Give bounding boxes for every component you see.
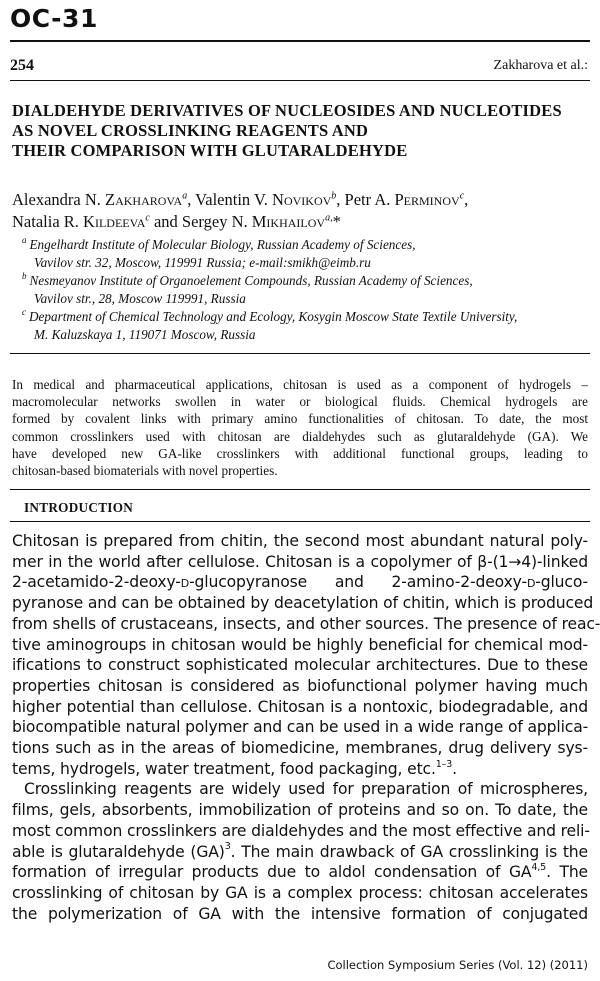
affiliation-text: Vavilov str., 28, Moscow 119991, Russia bbox=[34, 291, 246, 306]
body-line: films, gels, absorbents, immobilization of proteins and so on. To date, the bbox=[12, 801, 588, 820]
affiliation-mark: a bbox=[182, 190, 188, 202]
section-heading: INTRODUCTION bbox=[24, 500, 134, 515]
affiliation-line bbox=[22, 254, 592, 272]
author-first-name: Petr A. bbox=[344, 190, 395, 209]
text-run: -glucopyranose and 2-amino-2-deoxy- bbox=[189, 573, 527, 592]
author-separator: , bbox=[187, 190, 196, 209]
body-line: Crosslinking reagents are widely used for preparation of microspheres, bbox=[24, 780, 588, 799]
body-line bbox=[12, 862, 588, 883]
author-separator: , bbox=[464, 190, 469, 209]
affiliation-line bbox=[22, 290, 592, 308]
abstract-line: formed by covalent links with primary amino functionalities of chitosan. To date, the most bbox=[12, 411, 588, 427]
author-surname: Zakharova bbox=[105, 190, 183, 209]
affiliation-mark: b bbox=[22, 270, 27, 281]
body-line: properties chitosan is considered as biofunctional polymer having much bbox=[12, 676, 588, 695]
affiliation-text: Engelhardt Institute of Molecular Biology, Russian Academy of Sciences, bbox=[29, 237, 416, 252]
body-line: pyranose and can be obtained by deacetylation of chitin, which is produced bbox=[12, 594, 594, 613]
body-line: tions such as in the areas of biomedicine, membranes, drug delivery sys- bbox=[12, 739, 588, 758]
author-first-name: Sergey N. bbox=[181, 212, 252, 231]
body-line: crosslinking of chitosan by GA is a complex process: chitosan accelerates bbox=[12, 883, 588, 902]
body-line bbox=[12, 759, 588, 780]
author-first-name: Valentin V. bbox=[195, 190, 273, 209]
author-line bbox=[12, 189, 590, 211]
author-separator: and bbox=[149, 212, 182, 231]
body-line: biocompatible natural polymer and can be used in a wide range of applica- bbox=[12, 718, 589, 737]
abstract-line: macromolecular networks swollen in water or biological fluids. Chemical hydrogels are bbox=[12, 394, 588, 410]
body-line: ifications to construct sophisticated molecular architectures. Due to these bbox=[12, 656, 588, 675]
affiliation-line bbox=[22, 272, 592, 290]
body-line: the polymerization of GA with the intensive formation of conjugated bbox=[12, 904, 588, 923]
affiliations bbox=[22, 236, 592, 344]
title-line: AS NOVEL CROSSLINKING REAGENTS AND bbox=[12, 121, 369, 140]
author-list bbox=[12, 189, 590, 233]
body-line: tive aminogroups in chitosan would be highly beneficial for chemical mod- bbox=[12, 635, 588, 654]
small-caps-d: d bbox=[180, 573, 190, 592]
citation: 3 bbox=[224, 841, 231, 853]
affiliation-text: Vavilov str. 32, Moscow, 119991 Russia; e-mail:smikh@eimb.ru bbox=[34, 255, 371, 270]
author-separator: , bbox=[336, 190, 345, 209]
abstract bbox=[12, 376, 588, 479]
affiliation-mark: a bbox=[22, 234, 27, 245]
footer-journal: Collection Symposium Series (Vol. 12) (2011) bbox=[327, 958, 588, 972]
small-caps-d: d bbox=[526, 573, 536, 592]
title-line: THEIR COMPARISON WITH GLUTARALDEHYDE bbox=[12, 141, 408, 160]
section-rule bbox=[10, 521, 590, 522]
abstract-line: common crosslinkers used with chitosan are dialdehydes such as glutaraldehyde (GA). We bbox=[12, 428, 588, 444]
top-rule bbox=[10, 40, 590, 42]
text-run: . The main drawback of GA crosslinking is the bbox=[230, 842, 588, 861]
abstract-bottom-rule bbox=[10, 489, 590, 490]
affiliation-mark: c bbox=[145, 212, 150, 224]
affiliation-mark: c bbox=[459, 190, 465, 202]
paper-title bbox=[12, 101, 588, 161]
affiliation-mark: b bbox=[331, 190, 337, 202]
body-line bbox=[12, 572, 588, 593]
affiliation-line bbox=[22, 308, 592, 326]
title-line: DIALDEHYDE DERIVATIVES OF NUCLEOSIDES AND NUCLEOTIDES bbox=[12, 101, 562, 120]
text-run: tems, hydrogels, water treatment, food packaging, etc. bbox=[12, 759, 436, 778]
running-head: Zakharova et al.: bbox=[493, 58, 588, 73]
page-number: 254 bbox=[10, 57, 34, 74]
header-rule bbox=[10, 80, 590, 81]
corresponding-author-mark: * bbox=[332, 212, 341, 231]
author-line bbox=[12, 211, 590, 233]
body-line bbox=[12, 842, 588, 863]
abstract-line: In medical and pharmaceutical applications, chitosan is used as a component of hydrogels – bbox=[12, 377, 588, 392]
body-line: most common crosslinkers are dialdehydes and the most effective and reli- bbox=[12, 821, 590, 840]
author-surname: Kildeeva bbox=[83, 212, 146, 231]
abstract-line: chitosan-based biomaterials with novel properties. bbox=[12, 463, 278, 479]
affiliation-text: M. Kaluzskaya 1, 119071 Moscow, Russia bbox=[34, 327, 256, 342]
text-run: . The bbox=[546, 863, 588, 882]
abstract-line: have developed new GA-like crosslinkers with additional functional groups, leading to bbox=[12, 445, 588, 461]
series-code: OC-31 bbox=[10, 4, 98, 33]
body-line: from shells of crustaceans, insects, and other sources. The presence of reac- bbox=[12, 614, 600, 633]
author-surname: Perminov bbox=[394, 190, 460, 209]
affiliation-mark: c bbox=[22, 306, 26, 317]
text-run: formation of irregular products due to aldol condensation of GA bbox=[12, 863, 532, 882]
citation: 1–3 bbox=[435, 758, 453, 770]
affiliation-mark: a, bbox=[325, 212, 333, 224]
text-run: -gluco- bbox=[535, 573, 588, 592]
author-surname: Novikov bbox=[272, 190, 332, 209]
text-run: . bbox=[452, 759, 457, 778]
body-line: Chitosan is prepared from chitin, the second most abundant natural poly- bbox=[12, 532, 588, 550]
text-run: 2-acetamido-2-deoxy- bbox=[12, 573, 181, 592]
author-surname: Mikhailov bbox=[251, 212, 326, 231]
body-line: higher potential than cellulose. Chitosan is a nontoxic, biodegradable, and bbox=[12, 697, 588, 716]
affiliation-text: Nesmeyanov Institute of Organoelement Compounds, Russian Academy of Sciences, bbox=[29, 273, 473, 288]
author-first-name: Natalia R. bbox=[12, 212, 84, 231]
citation: 4,5 bbox=[531, 862, 547, 874]
body-line: mer in the world after cellulose. Chitosan is a copolymer of β-(1→4)-linked bbox=[12, 552, 588, 571]
abstract-top-rule bbox=[10, 353, 590, 354]
text-run: able is glutaraldehyde (GA) bbox=[12, 842, 225, 861]
affiliation-line bbox=[22, 236, 592, 254]
body-text bbox=[12, 531, 600, 924]
affiliation-line bbox=[22, 326, 592, 344]
author-first-name: Alexandra N. bbox=[12, 190, 106, 209]
affiliation-text: Department of Chemical Technology and Ecology, Kosygin Moscow State Textile University, bbox=[29, 309, 518, 324]
